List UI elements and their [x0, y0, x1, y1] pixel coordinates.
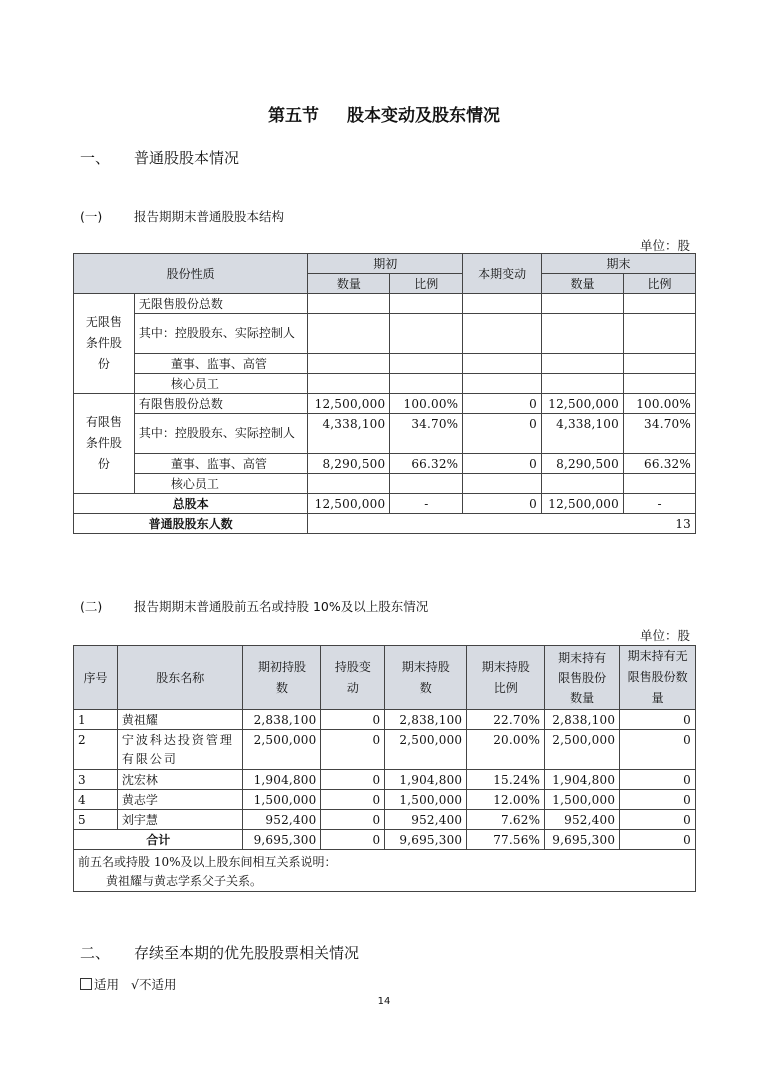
cell: 0	[321, 710, 385, 730]
header-name: 股东名称	[117, 646, 243, 710]
cell: 0	[620, 810, 696, 830]
cell: 12,500,000	[308, 394, 390, 414]
header-qty: 数量	[308, 274, 390, 294]
cell	[390, 314, 463, 354]
cell	[308, 474, 390, 494]
cell	[542, 354, 624, 374]
total-label: 合计	[74, 830, 243, 850]
cell: 22.70%	[467, 710, 545, 730]
cell: 0	[321, 830, 385, 850]
heading-number: (一)	[80, 209, 103, 224]
heading-sec2	[80, 942, 360, 963]
cell	[308, 374, 390, 394]
header-unrestricted: 期末持有无限售股份数量	[620, 646, 696, 710]
row-label: 其中：控股股东、实际控制人	[134, 414, 307, 454]
cell: 0	[463, 394, 542, 414]
cell	[390, 474, 463, 494]
cell-name: 刘宇慧	[117, 810, 243, 830]
heading-number: 一、	[80, 149, 111, 167]
table-row	[74, 730, 696, 770]
cell	[390, 354, 463, 374]
heading-text: 存续至本期的优先股股票相关情况	[134, 944, 360, 962]
cell: 8,290,500	[308, 454, 390, 474]
section-number: 第五节	[268, 106, 319, 126]
cell	[623, 294, 695, 314]
cell: 1,904,800	[385, 770, 467, 790]
cell: -	[623, 494, 695, 514]
cell: 0	[463, 494, 542, 514]
table-row	[74, 810, 696, 830]
cell-name: 沈宏林	[117, 770, 243, 790]
header-no: 序号	[74, 646, 118, 710]
cell: -	[390, 494, 463, 514]
cell-name: 黄祖耀	[117, 710, 243, 730]
cell-name: 黄志学	[117, 790, 243, 810]
header-change: 持股变动	[321, 646, 385, 710]
cell: 1,904,800	[545, 770, 620, 790]
row-label: 董事、监事、高管	[134, 454, 307, 474]
heading-sub2	[80, 597, 429, 615]
row-label: 其中：控股股东、实际控制人	[134, 314, 307, 354]
cell	[463, 474, 542, 494]
cell: 0	[620, 790, 696, 810]
checkbox-icon	[80, 978, 92, 990]
cell: 0	[321, 730, 385, 770]
cell: 1,500,000	[243, 790, 321, 810]
cell: 952,400	[243, 810, 321, 830]
cell: 2,838,100	[545, 710, 620, 730]
cell-no: 5	[74, 810, 118, 830]
heading-number: 二、	[80, 944, 111, 962]
cell: 34.70%	[390, 414, 463, 454]
header-nature: 股份性质	[74, 254, 308, 294]
note-title: 前五名或持股 10%及以上股东间相互关系说明：	[78, 855, 337, 869]
heading-number: (二)	[80, 599, 103, 614]
heading-text: 报告期期末普通股股本结构	[134, 209, 285, 224]
cell: 0	[620, 830, 696, 850]
cell: 2,500,000	[243, 730, 321, 770]
table-row	[74, 790, 696, 810]
cell: 9,695,300	[545, 830, 620, 850]
total-row	[74, 830, 696, 850]
cell: 12,500,000	[542, 394, 624, 414]
heading-sub1	[80, 207, 285, 225]
holders-label: 普通股股东人数	[74, 514, 308, 534]
page-title	[0, 101, 768, 126]
table-row	[74, 770, 696, 790]
cell-no: 4	[74, 790, 118, 810]
cell: 15.24%	[467, 770, 545, 790]
row-label: 无限售股份总数	[134, 294, 307, 314]
cell: 9,695,300	[243, 830, 321, 850]
cell: 66.32%	[390, 454, 463, 474]
cell	[463, 374, 542, 394]
header-ratio: 比例	[623, 274, 695, 294]
applicability-options	[80, 975, 176, 993]
cell: 4,338,100	[542, 414, 624, 454]
cell: 0	[463, 454, 542, 474]
cell	[308, 294, 390, 314]
cell: 1,500,000	[385, 790, 467, 810]
option-applicable: 适用	[94, 977, 120, 992]
cell-no: 2	[74, 730, 118, 770]
page-number: 14	[377, 996, 391, 1007]
unit-label: 单位：股	[639, 238, 690, 253]
relationship-note	[74, 850, 696, 892]
cell	[542, 474, 624, 494]
cell: 34.70%	[623, 414, 695, 454]
cell: 12,500,000	[308, 494, 390, 514]
total-label: 总股本	[74, 494, 308, 514]
cell: 0	[620, 710, 696, 730]
heading-text: 报告期期末普通股前五名或持股 10%及以上股东情况	[134, 599, 429, 614]
heading-text: 普通股股本情况	[134, 149, 240, 167]
cell: 1,500,000	[545, 790, 620, 810]
option-not-applicable: √不适用	[131, 977, 177, 992]
cell: 77.56%	[467, 830, 545, 850]
cell	[542, 374, 624, 394]
cell: 0	[620, 730, 696, 770]
header-end: 期末持股数	[385, 646, 467, 710]
cell: 12.00%	[467, 790, 545, 810]
cell	[308, 354, 390, 374]
row-label: 核心员工	[134, 374, 307, 394]
cell-no: 3	[74, 770, 118, 790]
row-label: 核心员工	[134, 474, 307, 494]
cell: 0	[321, 810, 385, 830]
group-unrestricted: 无限售条件股份	[74, 294, 135, 394]
cell	[463, 314, 542, 354]
cell	[542, 294, 624, 314]
top-shareholders-table	[73, 645, 696, 892]
cell: 8,290,500	[542, 454, 624, 474]
cell	[308, 314, 390, 354]
note-body: 黄祖耀与黄志学系父子关系。	[106, 874, 263, 888]
cell	[623, 374, 695, 394]
header-end: 期末	[542, 254, 696, 274]
cell: 2,500,000	[545, 730, 620, 770]
cell: 7.62%	[467, 810, 545, 830]
cell	[390, 374, 463, 394]
cell	[623, 474, 695, 494]
table-row	[74, 710, 696, 730]
group-restricted: 有限售条件股份	[74, 394, 135, 494]
cell: 4,338,100	[308, 414, 390, 454]
cell: 2,838,100	[243, 710, 321, 730]
cell	[623, 354, 695, 374]
cell: 952,400	[385, 810, 467, 830]
cell	[390, 294, 463, 314]
cell: 100.00%	[623, 394, 695, 414]
cell	[463, 354, 542, 374]
section-name: 股本变动及股东情况	[347, 106, 500, 126]
cell: 1,904,800	[243, 770, 321, 790]
cell: 0	[321, 770, 385, 790]
cell: 12,500,000	[542, 494, 624, 514]
cell: 0	[321, 790, 385, 810]
cell: 2,838,100	[385, 710, 467, 730]
cell: 0	[620, 770, 696, 790]
cell: 952,400	[545, 810, 620, 830]
header-qty: 数量	[542, 274, 624, 294]
row-label: 董事、监事、高管	[134, 354, 307, 374]
header-begin: 期初持股数	[243, 646, 321, 710]
cell-name: 宁波科达投资管理有限公司	[117, 730, 243, 770]
row-label: 有限售股份总数	[134, 394, 307, 414]
cell-no: 1	[74, 710, 118, 730]
share-structure-table	[73, 253, 696, 534]
cell: 100.00%	[390, 394, 463, 414]
heading-sec1	[80, 147, 240, 168]
holders-count: 13	[308, 514, 696, 534]
cell: 0	[463, 414, 542, 454]
header-restricted: 期末持有限售股份数量	[545, 646, 620, 710]
header-ratio: 比例	[390, 274, 463, 294]
header-begin: 期初	[308, 254, 463, 274]
cell: 66.32%	[623, 454, 695, 474]
cell	[623, 314, 695, 354]
cell: 9,695,300	[385, 830, 467, 850]
cell: 20.00%	[467, 730, 545, 770]
cell	[542, 314, 624, 354]
unit-label: 单位：股	[639, 628, 690, 643]
cell: 2,500,000	[385, 730, 467, 770]
cell	[463, 294, 542, 314]
header-change: 本期变动	[463, 254, 542, 294]
header-ratio: 期末持股比例	[467, 646, 545, 710]
